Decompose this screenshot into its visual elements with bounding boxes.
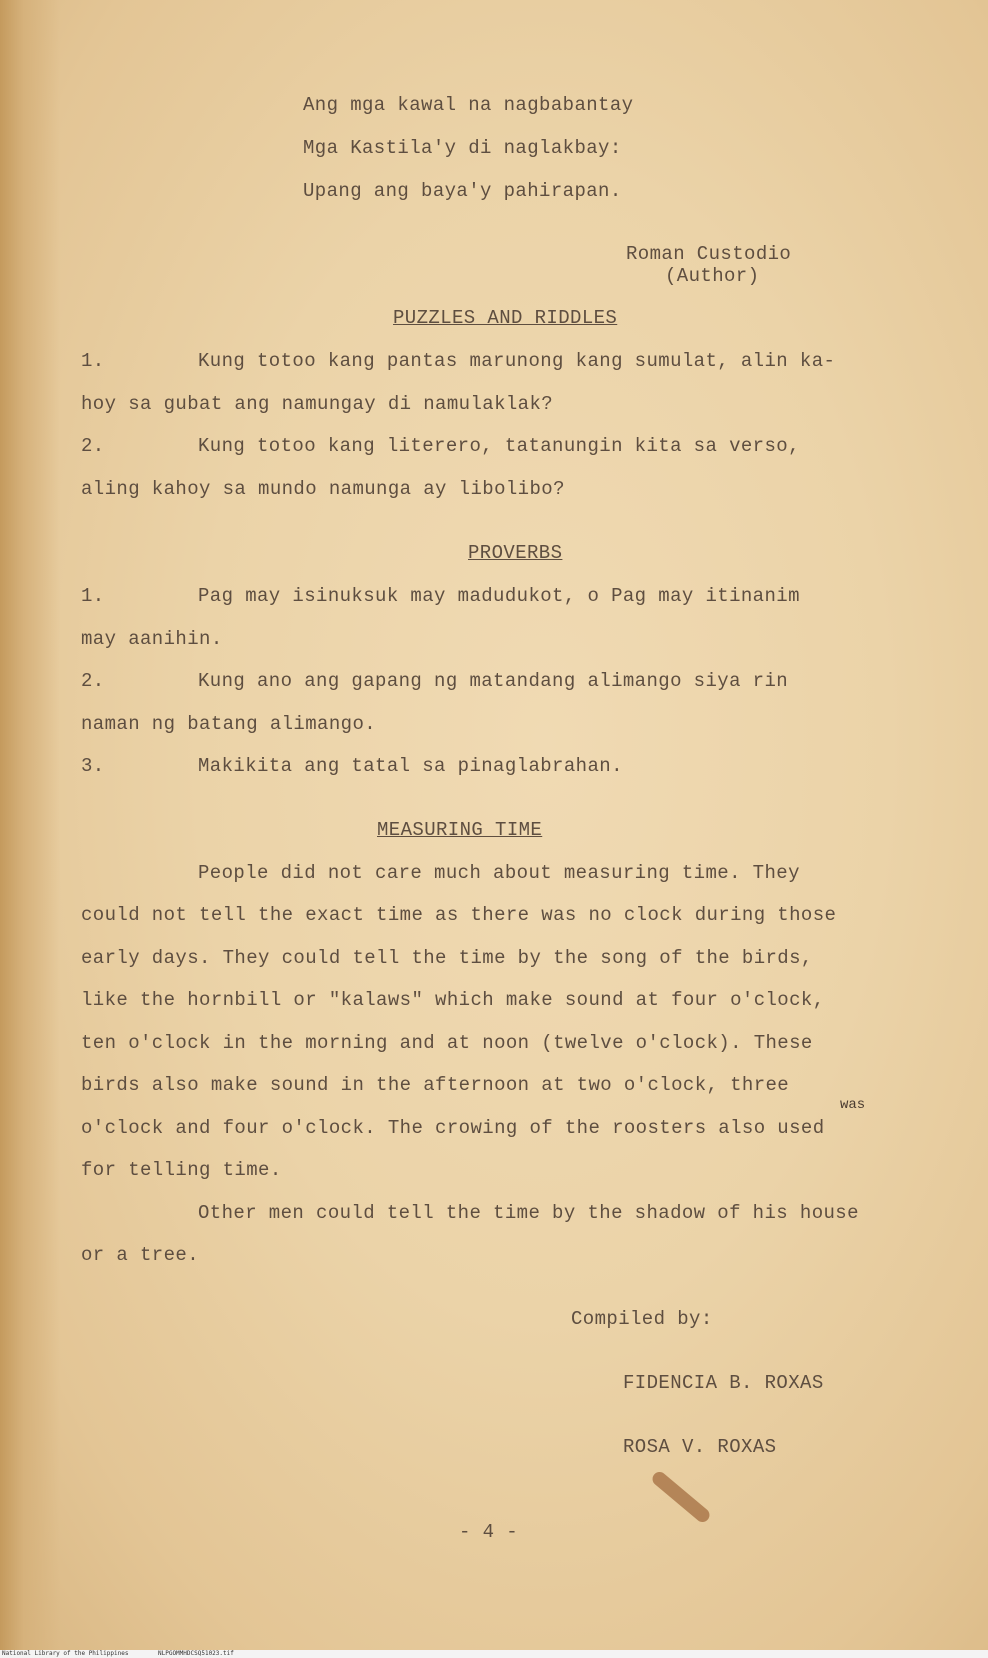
paragraph-1-line-6: birds also make sound in the afternoon at two o'clock, three [81, 1074, 790, 1096]
footer-source: National Library of the Philippines [2, 1650, 129, 1657]
paragraph-1-line-2: could not tell the exact time as there was no clock during those [81, 904, 837, 926]
poem-line-2: Mga Kastila'y di naglakbay: [303, 137, 622, 159]
proverbs-heading: PROVERBS [468, 542, 563, 564]
proverb-3-number: 3. [81, 755, 105, 777]
paragraph-2-line-2: or a tree. [81, 1244, 200, 1266]
page-number: - 4 - [459, 1521, 519, 1543]
author-role: (Author) [665, 265, 760, 287]
paragraph-1-line-1: People did not care much about measuring time. They [198, 862, 800, 884]
paragraph-2-line-1: Other men could tell the time by the shadow of his house [198, 1202, 859, 1224]
scan-footer [0, 1650, 988, 1658]
author-name: Roman Custodio [626, 243, 792, 265]
paragraph-1-line-7: o'clock and four o'clock. The crowing of the roosters also used [81, 1117, 825, 1139]
compiled-by-label: Compiled by: [571, 1308, 713, 1330]
puzzles-heading: PUZZLES AND RIDDLES [393, 307, 618, 329]
puzzle-1-line-1: Kung totoo kang pantas marunong kang sumulat, alin ka- [198, 350, 836, 372]
proverb-1-number: 1. [81, 585, 105, 607]
proverb-2-line-1: Kung ano ang gapang ng matandang alimango siya rin [198, 670, 789, 692]
footer-filename: NLPGOMMHDCSQ51023.tif [158, 1650, 234, 1657]
proverb-1-line-2: may aanihin. [81, 628, 223, 650]
compiler-name-2: ROSA V. ROXAS [623, 1436, 777, 1458]
proverb-2-line-2: naman ng batang alimango. [81, 713, 377, 735]
proverb-1-line-1: Pag may isinuksuk may madudukot, o Pag may itinanim [198, 585, 800, 607]
paragraph-1-line-5: ten o'clock in the morning and at noon (twelve o'clock). These [81, 1032, 813, 1054]
proverb-2-number: 2. [81, 670, 105, 692]
compiler-name-1: FIDENCIA B. ROXAS [623, 1372, 824, 1394]
puzzle-2-line-1: Kung totoo kang literero, tatanungin kita sa verso, [198, 435, 800, 457]
measuring-time-heading: MEASURING TIME [377, 819, 543, 841]
puzzle-1-number: 1. [81, 350, 105, 372]
poem-line-1: Ang mga kawal na nagbabantay [303, 94, 634, 116]
paragraph-1-line-4: like the hornbill or "kalaws" which make sound at four o'clock, [81, 989, 825, 1011]
page-edge-shadow [0, 0, 60, 1650]
handwritten-insertion: was [840, 1097, 866, 1113]
paragraph-1-line-8: for telling time. [81, 1159, 282, 1181]
puzzle-2-line-2: aling kahoy sa mundo namunga ay libolibo? [81, 478, 565, 500]
proverb-3-line-1: Makikita ang tatal sa pinaglabrahan. [198, 755, 623, 777]
poem-line-3: Upang ang baya'y pahirapan. [303, 180, 622, 202]
paragraph-1-line-3: early days. They could tell the time by the song of the birds, [81, 947, 813, 969]
puzzle-1-line-2: hoy sa gubat ang namungay di namulaklak? [81, 393, 554, 415]
puzzle-2-number: 2. [81, 435, 105, 457]
